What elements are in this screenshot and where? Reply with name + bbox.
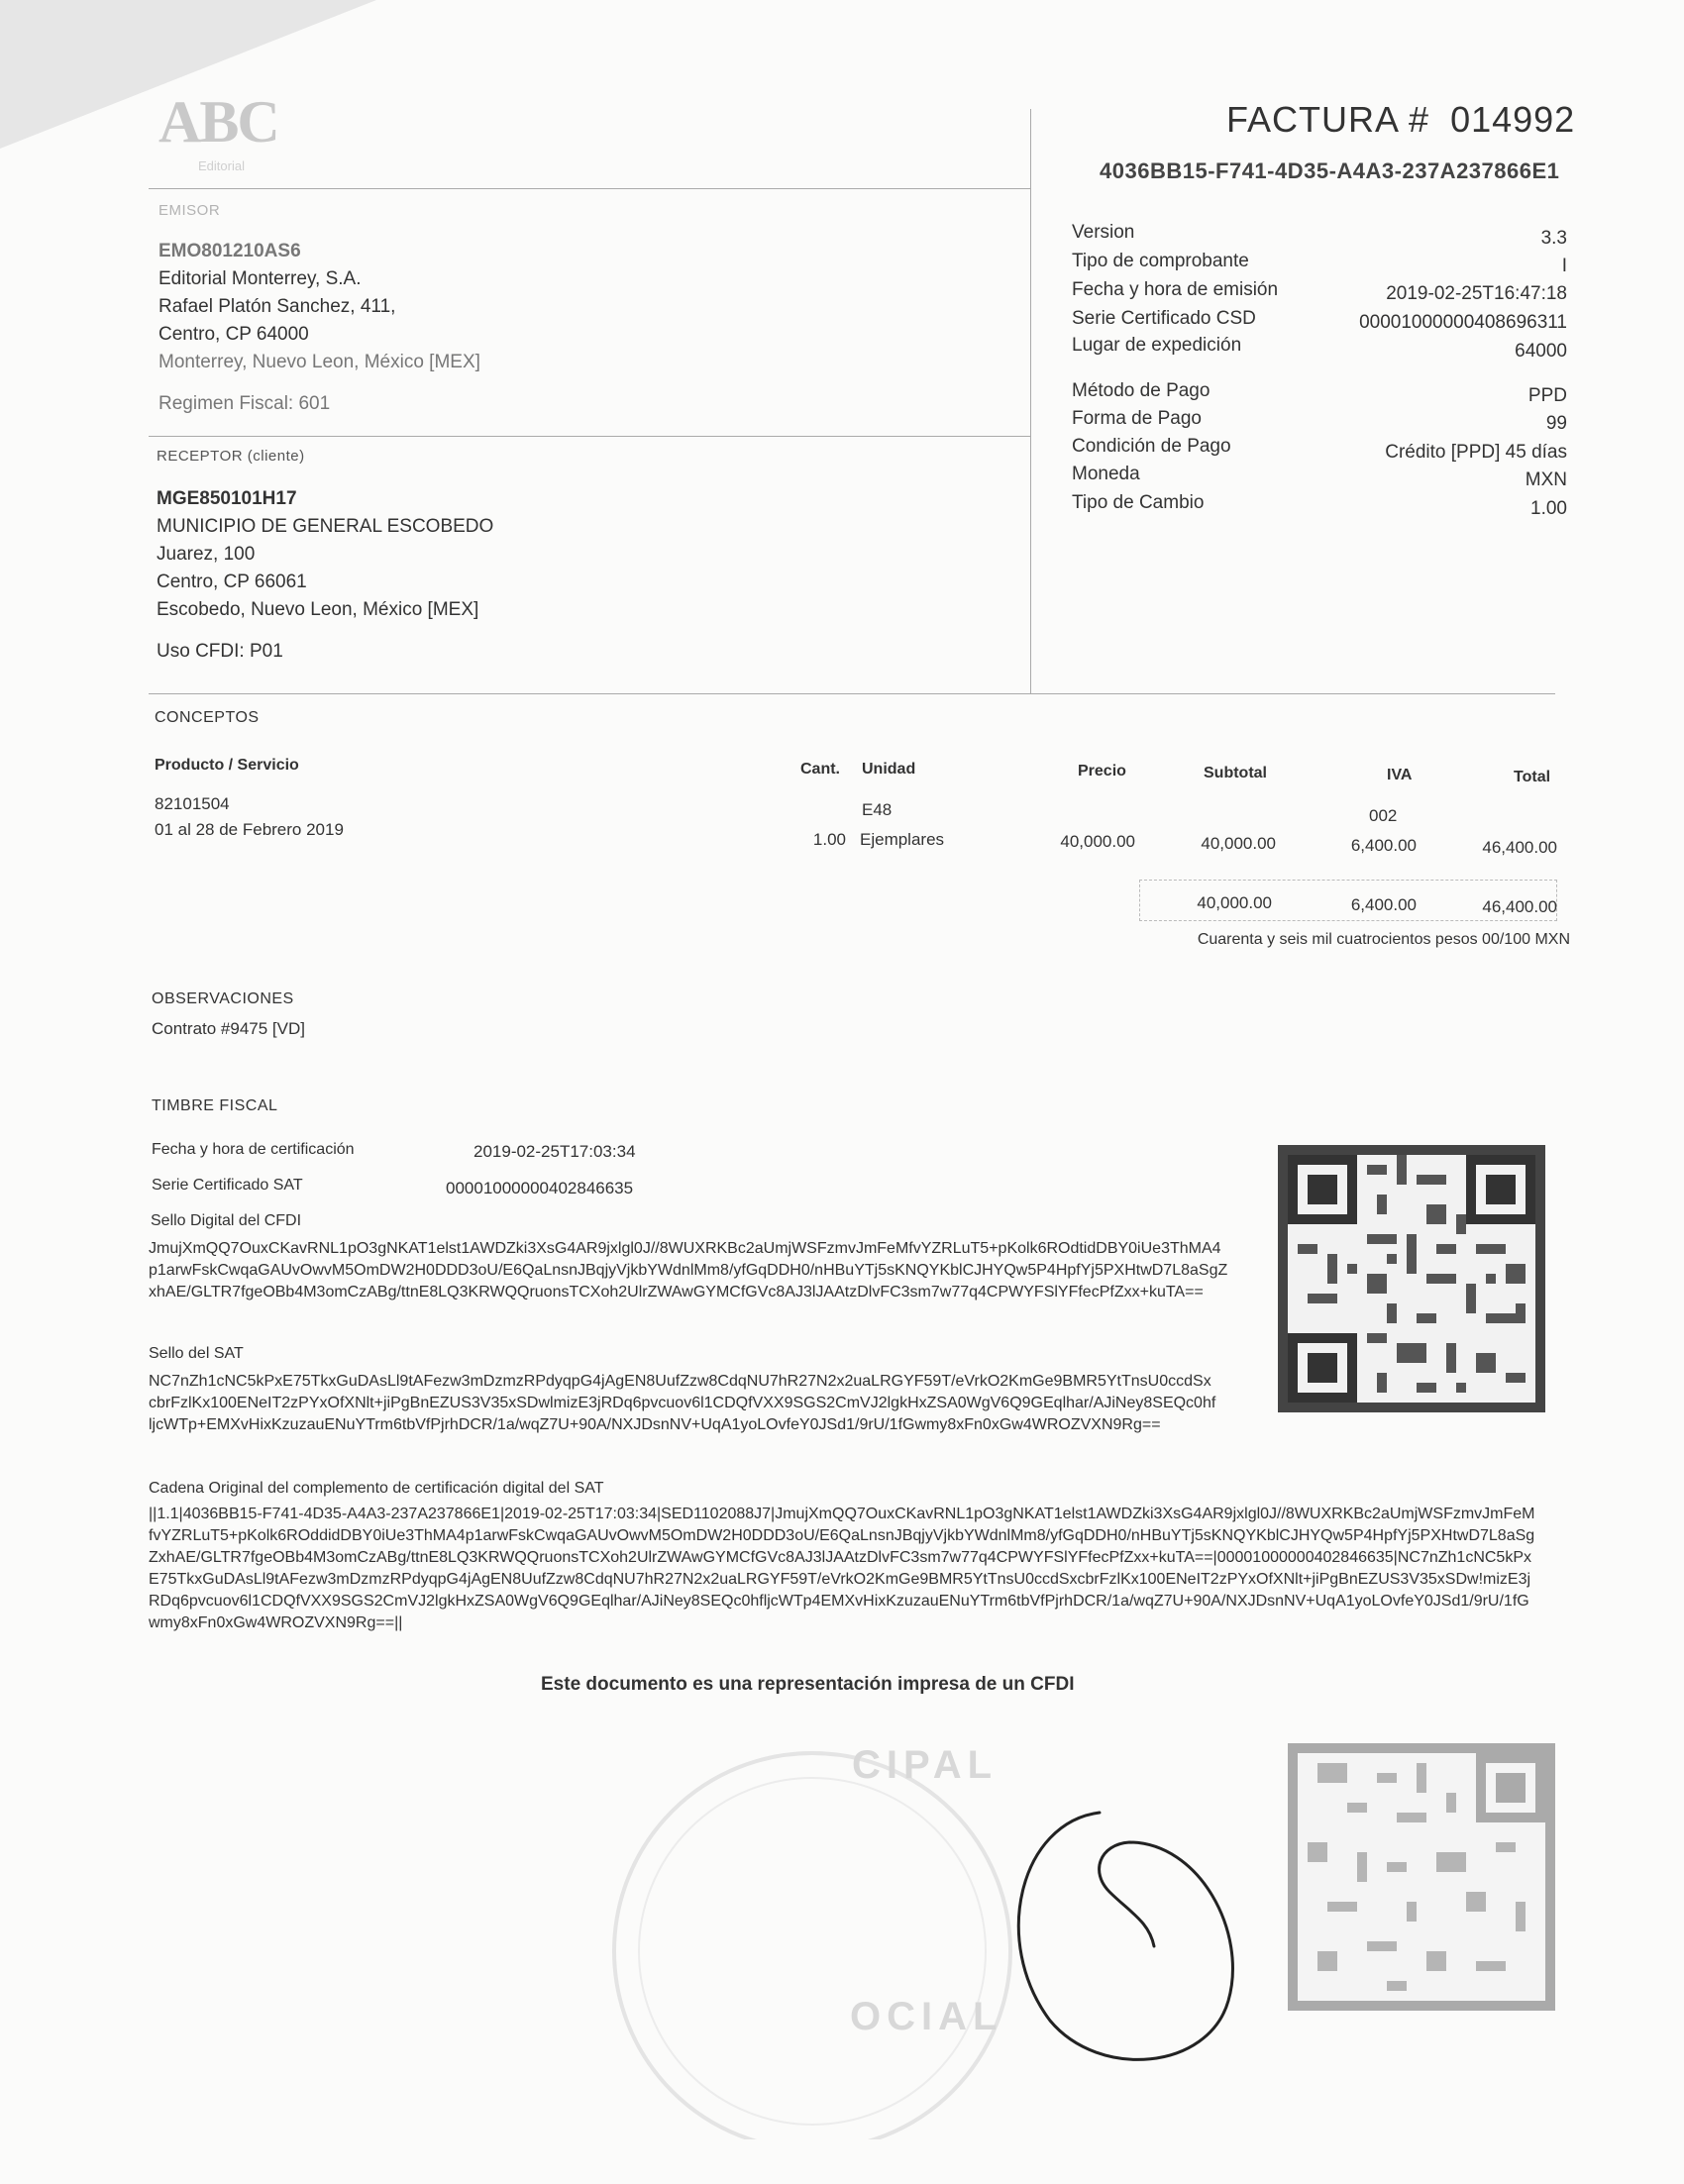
fecha-emision-label: Fecha y hora de emisión bbox=[1072, 279, 1279, 300]
serie-sat-value: 00001000000402846635 bbox=[446, 1179, 634, 1197]
sello-sat-value: NC7nZh1cNC5kPxE75TkxGuDAsLl9tAFezw3mDzmzRPdyqpG4jAgEN8UufZzw8CdqNU7hR27N2x2uaLRGYF59T/eVrkO2KmGe9BMR5YtTnsU0ccdSxcbrFzlKx100ENeIT2zPYxOfXNlt+jiPgBnEZUS3V35xSDwlmizE3jRDq6pvcuov6l1CDQfVXX9SGS2CmVJ2lgkHxZSA0WgV6Q9GEqlhar/AJiNey8SEQc0hfljcWTp+EMXvHixKzuzauENuYTrm6tbVfPjrhDCR/1a/wqZ7U+90A/NXJDsnNV+UqA1yoLOvfeY0JSd1/9rU/1fGwmy8xFn0xGw4WROZVXN9Rg== bbox=[149, 1373, 1216, 1433]
invoice-title-label: FACTURA # bbox=[1226, 99, 1430, 140]
emisor-regimen: Regimen Fiscal: 601 bbox=[158, 393, 331, 414]
metodo-pago-value: PPD bbox=[1527, 385, 1567, 406]
observaciones-section-label: OBSERVACIONES bbox=[152, 990, 294, 1007]
version-label: Version bbox=[1072, 222, 1135, 243]
stamp-text-top: CIPAL bbox=[852, 1743, 999, 1787]
receptor-rfc: MGE850101H17 bbox=[157, 488, 297, 509]
emisor-colonia: Centro, CP 64000 bbox=[158, 324, 309, 345]
receptor-colonia: Centro, CP 66061 bbox=[157, 572, 307, 592]
item-subtotal: 40,000.00 bbox=[1201, 834, 1276, 853]
item-cantidad: 1.00 bbox=[812, 830, 846, 849]
tipo-cambio-label: Tipo de Cambio bbox=[1072, 492, 1205, 513]
tipo-comprobante-value: I bbox=[1561, 256, 1567, 276]
header-producto: Producto / Servicio bbox=[155, 757, 299, 774]
item-precio: 40,000.00 bbox=[1060, 832, 1135, 851]
faded-qr-code-pattern bbox=[1298, 1753, 1545, 2001]
forma-pago-label: Forma de Pago bbox=[1072, 408, 1202, 429]
emisor-city: Monterrey, Nuevo Leon, México [MEX] bbox=[158, 352, 480, 372]
emisor-name: Editorial Monterrey, S.A. bbox=[158, 268, 362, 289]
handwritten-signature bbox=[981, 1783, 1268, 2080]
condicion-pago-label: Condición de Pago bbox=[1072, 436, 1231, 457]
header-precio: Precio bbox=[1078, 763, 1126, 780]
header-divider bbox=[149, 188, 1030, 189]
emisor-rfc: EMO801210AS6 bbox=[158, 241, 301, 261]
invoice-uuid: 4036BB15-F741-4D35-A4A3-237A237866E1 bbox=[1100, 158, 1560, 183]
total-total: 46,400.00 bbox=[1482, 897, 1557, 916]
sello-sat-label: Sello del SAT bbox=[149, 1345, 244, 1362]
invoice-number: 014992 bbox=[1450, 99, 1576, 140]
receptor-section-label: RECEPTOR (cliente) bbox=[157, 448, 305, 465]
fecha-certificacion-label: Fecha y hora de certificación bbox=[152, 1141, 355, 1158]
tipo-comprobante-label: Tipo de comprobante bbox=[1072, 251, 1249, 271]
timbre-section-label: TIMBRE FISCAL bbox=[152, 1097, 278, 1114]
receptor-street: Juarez, 100 bbox=[157, 544, 256, 565]
item-iva: 6,400.00 bbox=[1350, 836, 1417, 855]
item-unidad: Ejemplares bbox=[860, 830, 945, 849]
header-subtotal: Subtotal bbox=[1204, 765, 1267, 781]
conceptos-divider bbox=[149, 693, 1555, 694]
total-iva: 6,400.00 bbox=[1350, 895, 1417, 914]
receptor-name: MUNICIPIO DE GENERAL ESCOBEDO bbox=[157, 516, 494, 537]
total-en-letra: Cuarenta y seis mil cuatrocientos pesos 00/100 MXN bbox=[1197, 931, 1570, 948]
header-cantidad: Cant. bbox=[800, 761, 840, 778]
logo-subtitle: Editorial bbox=[198, 158, 245, 173]
cadena-original-value: ||1.1|4036BB15-F741-4D35-A4A3-237A237866E1|2019-02-25T17:03:34|SED1102088J7|JmujXmQQ7OuxCKavRNL1pO3gNKAT1elst1AWDZki3XsG4AR9jxlgl0J//8WUXRKBc2aUmjWSFzmvJmFeMfvYZRLuT5+pKolk6ROddidDBY0iUe3ThMA4p1arwFskCwqaGAUvOwvM5OmDW2H0DDD3oU/E6QaLnsnJBqjyVjkbYWdnlMm8/yfGqDDH0/nHBuYTj5sKNQYKblCJHYQw5P4HpfYj5PXHtwD7L8aSgZxhAE/GLTR7fgeOBb4M3omCzABg/ttnE8LQ3KRWQQruonsTCXoh2UlrZWAwGYMCfGVc8AJ3lJAAtzDlvFC3sm7w77q4CPWYFSlYFfecPfZxx+kuTA==|00001000000402846635|NC7nZh1cNC5kPxE75TkxGuDAsLl9tAFezw3mDzmzRPdyqpG4jAgEN8UufZzw8CdqNU7hR27N2x2uaLRGYF59T/eVrkO2KmGe9BMR5YtTnsU0ccdSxcbrFzlKx100ENeIT2zPYxOfXNlt+jiPgBnEZUS3V35xSDw!mizE3jRDq6pvcuov6l1CDQfVXX9SGS2CmVJ2lgkHxZSA0WgV6Q9GEqlhar/AJiNey8SEQc0hfljcWTp4EMXvHixKzuzauENuYTrm6tbVfPjrhDCR/1a/wqZ7U+90A/NXJDsnNV+UqA1yoLOvfeY0JSd1/9rU/1fGwmy8xFn0xGw4WROZVXN9Rg==|| bbox=[149, 1506, 1535, 1631]
cfdi-footer-note: Este documento es una representación impresa de un CFDI bbox=[541, 1674, 1075, 1695]
column-divider bbox=[1030, 109, 1031, 693]
item-descripcion: 01 al 28 de Febrero 2019 bbox=[155, 820, 344, 839]
forma-pago-value: 99 bbox=[1545, 413, 1567, 434]
lugar-expedicion-value: 64000 bbox=[1515, 341, 1567, 362]
item-total: 46,400.00 bbox=[1482, 838, 1557, 857]
serie-csd-value: 00001000000408696311 bbox=[1359, 312, 1567, 333]
header-iva: IVA bbox=[1387, 767, 1413, 783]
emisor-divider bbox=[149, 436, 1030, 437]
sello-cfdi-value: JmujXmQQ7OuxCKavRNL1pO3gNKAT1elst1AWDZki3XsG4AR9jxlgl0J//8WUXRKBc2aUmjWSFzmvJmFeMfvYZRLuT5+pKolk6ROdtidDBY0iUe3ThMA4p1arwFskCwqaGAUvOwvM5OmDW2H0DDD3oU/E6QaLnsnJBqjyVjkbYWdnlMm8/yfGqDDH0/nHBuYTj5sKNQYKblCJHYQw5P4HpfYj5PXHtwD7L8aSgZxhAE/GLTR7fgeOBb4M3omCzABg/ttnE8LQ3KRWQQruonsTCXoh2UlrZWAwGYMCfGVc8AJ3lJAAtzDlvFC3sm7w77q4CPWYFSlYFfecPfZxx+kuTA== bbox=[149, 1240, 1228, 1300]
conceptos-section-label: CONCEPTOS bbox=[155, 709, 260, 726]
metodo-pago-label: Método de Pago bbox=[1072, 380, 1210, 401]
receptor-city: Escobedo, Nuevo Leon, México [MEX] bbox=[157, 599, 479, 620]
total-subtotal: 40,000.00 bbox=[1197, 893, 1272, 912]
item-clave: 82101504 bbox=[155, 794, 230, 813]
emisor-block bbox=[158, 238, 480, 418]
receptor-block bbox=[157, 485, 493, 666]
emisor-section-label: EMISOR bbox=[158, 202, 221, 219]
serie-sat-label: Serie Certificado SAT bbox=[152, 1177, 303, 1194]
company-logo: ABC bbox=[158, 89, 278, 155]
faded-qr-code bbox=[1288, 1743, 1555, 2011]
qr-code bbox=[1278, 1145, 1545, 1412]
header-unidad: Unidad bbox=[862, 761, 916, 778]
moneda-label: Moneda bbox=[1072, 464, 1140, 484]
stamp-text-bottom: OCIAL bbox=[850, 1995, 1003, 2038]
tipo-cambio-value: 1.00 bbox=[1530, 498, 1567, 519]
item-iva-clave: 002 bbox=[1369, 806, 1398, 825]
fecha-certificacion-value: 2019-02-25T17:03:34 bbox=[474, 1142, 636, 1161]
item-unidad-clave: E48 bbox=[862, 800, 893, 819]
qr-code-pattern bbox=[1288, 1155, 1535, 1403]
emisor-street: Rafael Platón Sanchez, 411, bbox=[158, 296, 396, 317]
cadena-original-label: Cadena Original del complemento de certificación digital del SAT bbox=[149, 1480, 604, 1497]
moneda-value: MXN bbox=[1525, 469, 1567, 490]
serie-csd-label: Serie Certificado CSD bbox=[1072, 308, 1256, 329]
receptor-uso-cfdi: Uso CFDI: P01 bbox=[157, 641, 283, 662]
sello-cfdi-label: Sello Digital del CFDI bbox=[151, 1212, 302, 1229]
observaciones-text: Contrato #9475 [VD] bbox=[152, 1019, 305, 1038]
header-total: Total bbox=[1514, 769, 1551, 785]
lugar-expedicion-label: Lugar de expedición bbox=[1072, 335, 1242, 356]
fecha-emision-value: 2019-02-25T16:47:18 bbox=[1386, 283, 1567, 304]
invoice-title bbox=[1226, 99, 1575, 141]
condicion-pago-value: Crédito [PPD] 45 días bbox=[1385, 442, 1567, 463]
version-value: 3.3 bbox=[1540, 228, 1567, 249]
